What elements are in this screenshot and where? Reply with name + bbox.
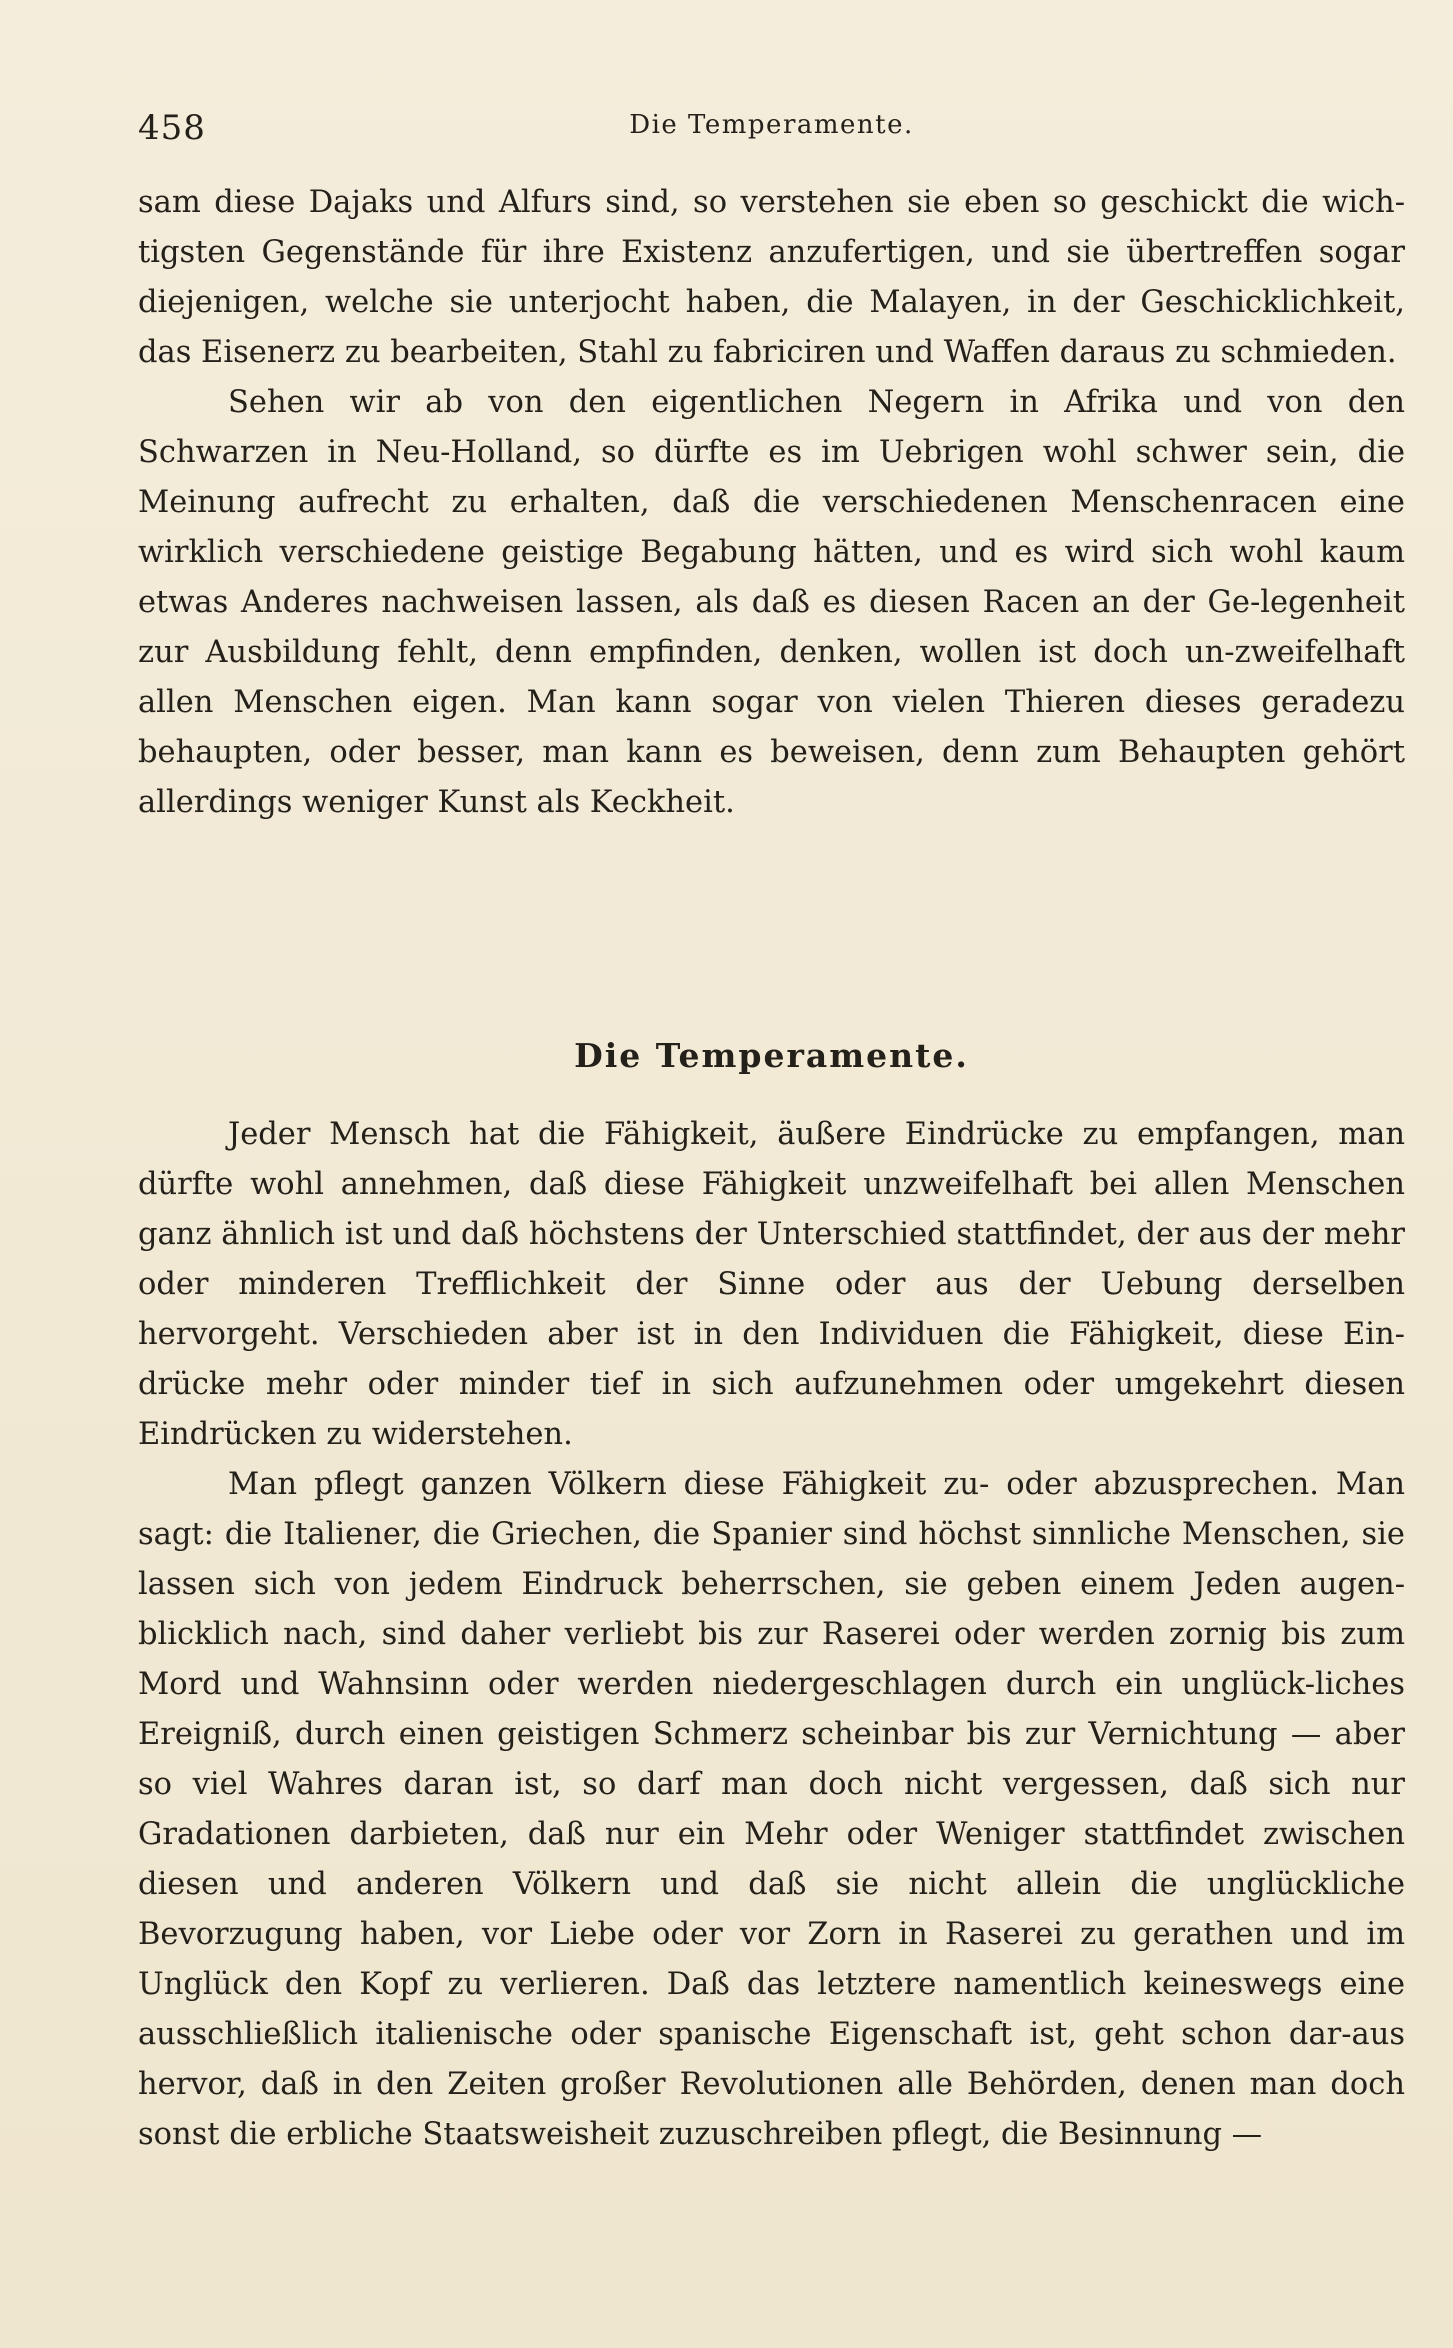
- paragraph: Sehen wir ab von den eigentlichen Negern in Afrika und von den Schwarzen in Neu-Holland, so dürfte es im Uebrigen wohl schwer sein, die Meinung aufrecht zu erhalten, daß die verschiedenen Menschenracen eine wirklich verschiedene geistige Begabung hätten, und es wird sich wohl kaum etwas Anderes nachweisen lassen, als daß es diesen Racen an der Ge-legenheit zur Ausbildung fehlt, denn empfinden, denken, wollen ist doch un-zweifelhaft allen Menschen eigen. Man kann sogar von vielen Thieren dieses geradezu behaupten, oder besser, man kann es beweisen, denn zum Behaupten gehört allerdings weniger Kunst als Keckheit.: [138, 385, 1405, 820]
- page-number: 458: [138, 108, 206, 148]
- running-head: Die Temperamente.: [629, 110, 914, 140]
- paragraph: Man pflegt ganzen Völkern diese Fähigkeit zu- oder abzusprechen. Man sagt: die Italiener, die Griechen, die Spanier sind höchst sinnliche Menschen, sie lassen sich von jedem Eindruck beherrschen, sie geben einem Jeden augen-blicklich nach, sind daher verliebt bis zur Raserei oder werden zornig bis zum Mord und Wahnsinn oder werden niedergeschlagen durch ein unglück-liches Ereigniß, durch einen geistigen Schmerz scheinbar bis zur Vernichtung — aber so viel Wahres daran ist, so darf man doch nicht vergessen, daß sich nur Gradationen darbieten, daß nur ein Mehr oder Weniger stattfindet zwischen diesen und anderen Völkern und daß sie nicht allein die unglückliche Bevorzugung haben, vor Liebe oder vor Zorn in Raserei zu gerathen und im Unglück den Kopf zu verlieren. Daß das letztere namentlich keineswegs eine ausschließlich italienische oder spanische Eigenschaft ist, geht schon dar-aus hervor, daß in den Zeiten großer Revolutionen alle Behörden, denen man doch sonst die erbliche Staatsweisheit zuzuschreiben pflegt, die Besinnung —: [138, 1467, 1405, 2152]
- text-block-top: [138, 178, 1405, 828]
- paragraph: Jeder Mensch hat die Fähigkeit, äußere Eindrücke zu empfangen, man dürfte wohl annehmen, daß diese Fähigkeit unzweifelhaft bei allen Menschen ganz ähnlich ist und daß höchstens der Unterschied stattfindet, der aus der mehr oder minderen Trefflichkeit der Sinne oder aus der Uebung derselben hervorgeht. Verschieden aber ist in den Individuen die Fähigkeit, diese Ein-drücke mehr oder minder tief in sich aufzunehmen oder umgekehrt diesen Eindrücken zu widerstehen.: [138, 1117, 1405, 1452]
- page-header: [138, 108, 1405, 156]
- section-title: Die Temperamente.: [574, 1036, 969, 1075]
- paragraph-continued: sam diese Dajaks und Alfurs sind, so verstehen sie eben so geschickt die wich-tigsten Gegenstände für ihre Existenz anzufertigen, und sie übertreffen sogar diejenigen, welche sie unterjocht haben, die Malayen, in der Geschicklichkeit, das Eisenerz zu bearbeiten, Stahl zu fabriciren und Waffen daraus zu schmieden.: [138, 185, 1405, 370]
- section-temperamente: [138, 1030, 1405, 2160]
